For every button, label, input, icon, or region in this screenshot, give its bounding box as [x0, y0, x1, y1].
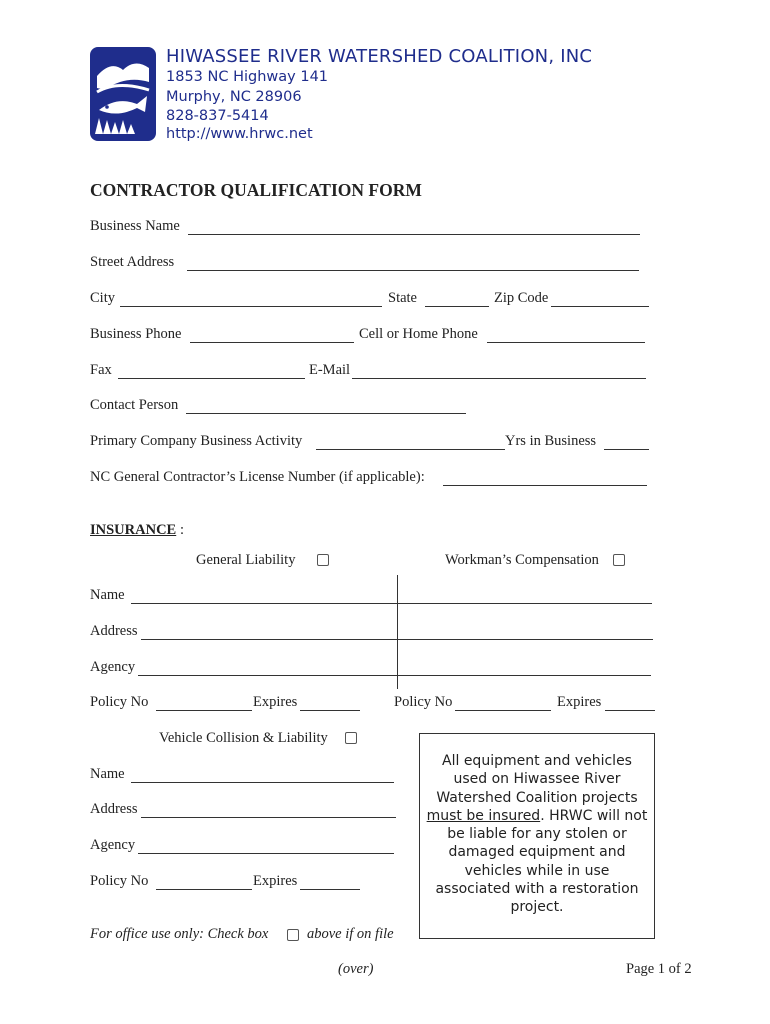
vehicle-agency-field[interactable] — [138, 853, 394, 854]
street-address-field[interactable] — [187, 270, 639, 271]
notice-text-2: . HRWC will not be liable for any stolen or damaged equipment and vehicles while in use associated with a restoration project. — [435, 807, 648, 916]
insurer-name-label: Name — [90, 587, 125, 603]
email-field[interactable] — [352, 378, 646, 379]
vehicle-name-label: Name — [90, 766, 125, 782]
form-title: CONTRACTOR QUALIFICATION FORM — [90, 180, 422, 200]
vehicle-collision-checkbox[interactable] — [345, 732, 357, 744]
vehicle-address-label: Address — [90, 801, 138, 817]
workmans-comp-checkbox[interactable] — [613, 554, 625, 566]
office-use-checkbox[interactable] — [287, 929, 299, 941]
primary-activity-label: Primary Company Business Activity — [90, 433, 303, 449]
license-number-label: NC General Contractor’s License Number (if applicable): — [90, 469, 425, 485]
gl-address-field[interactable] — [141, 639, 397, 640]
address-line-1: 1853 NC Highway 141 — [166, 69, 329, 85]
insurance-heading: INSURANCE — [90, 522, 177, 538]
vehicle-agency-label: Agency — [90, 837, 136, 853]
yrs-in-business-label: Yrs in Business — [505, 433, 597, 449]
street-address-label: Street Address — [90, 254, 175, 270]
wc-expires-label: Expires — [557, 694, 602, 710]
column-divider — [397, 575, 398, 689]
zip-field[interactable] — [551, 306, 649, 307]
business-phone-label: Business Phone — [90, 326, 182, 342]
general-liability-checkbox[interactable] — [317, 554, 329, 566]
vehicle-collision-label: Vehicle Collision & Liability — [159, 730, 328, 746]
zip-label: Zip Code — [494, 290, 549, 306]
vehicle-address-field[interactable] — [141, 817, 396, 818]
contact-person-label: Contact Person — [90, 397, 179, 413]
address-line-2: Murphy, NC 28906 — [166, 89, 302, 105]
yrs-in-business-field[interactable] — [604, 449, 649, 450]
primary-activity-field[interactable] — [316, 449, 505, 450]
wc-agency-field[interactable] — [398, 675, 651, 676]
phone-number: 828-837-5414 — [166, 108, 269, 124]
notice-underlined: must be insured — [426, 807, 541, 824]
business-phone-field[interactable] — [190, 342, 354, 343]
state-label: State — [388, 290, 417, 306]
fish-mountain-logo-icon — [89, 46, 157, 142]
insurance-notice-box — [419, 733, 655, 939]
wc-expires-field[interactable] — [605, 710, 655, 711]
gl-expires-label: Expires — [253, 694, 298, 710]
vehicle-name-field[interactable] — [131, 782, 394, 783]
insurance-heading-colon: : — [180, 522, 185, 538]
vehicle-policy-label: Policy No — [90, 873, 149, 889]
email-label: E-Mail — [309, 362, 351, 378]
business-name-field[interactable] — [188, 234, 640, 235]
over-note: (over) — [338, 961, 374, 977]
page-number: Page 1 of 2 — [626, 961, 692, 977]
workmans-comp-label: Workman’s Compensation — [445, 552, 599, 568]
org-name: HIWASSEE RIVER WATERSHED COALITION, INC — [166, 46, 593, 67]
gl-name-field[interactable] — [131, 603, 397, 604]
vehicle-policy-field[interactable] — [156, 889, 252, 890]
general-liability-label: General Liability — [196, 552, 296, 568]
wc-policy-field[interactable] — [455, 710, 551, 711]
insurer-agency-label: Agency — [90, 659, 136, 675]
office-use-text: For office use only: Check box — [90, 926, 269, 942]
gl-expires-field[interactable] — [300, 710, 360, 711]
contact-person-field[interactable] — [186, 413, 466, 414]
fax-field[interactable] — [118, 378, 305, 379]
wc-policy-label: Policy No — [394, 694, 453, 710]
vehicle-expires-field[interactable] — [300, 889, 360, 890]
wc-name-field[interactable] — [398, 603, 652, 604]
city-label: City — [90, 290, 115, 306]
wc-address-field[interactable] — [398, 639, 653, 640]
state-field[interactable] — [425, 306, 489, 307]
website-link[interactable]: http://www.hrwc.net — [166, 126, 313, 142]
insurer-address-label: Address — [90, 623, 138, 639]
gl-policy-label: Policy No — [90, 694, 149, 710]
fax-label: Fax — [90, 362, 112, 378]
notice-text-1: All equipment and vehicles used on Hiwassee River Watershed Coalition projects — [436, 753, 638, 806]
gl-policy-field[interactable] — [156, 710, 252, 711]
city-field[interactable] — [120, 306, 382, 307]
cell-phone-field[interactable] — [487, 342, 645, 343]
office-use-text-2: above if on file — [307, 926, 394, 942]
license-number-field[interactable] — [443, 485, 647, 486]
cell-phone-label: Cell or Home Phone — [359, 326, 478, 342]
vehicle-expires-label: Expires — [253, 873, 298, 889]
business-name-label: Business Name — [90, 218, 180, 234]
gl-agency-field[interactable] — [138, 675, 397, 676]
